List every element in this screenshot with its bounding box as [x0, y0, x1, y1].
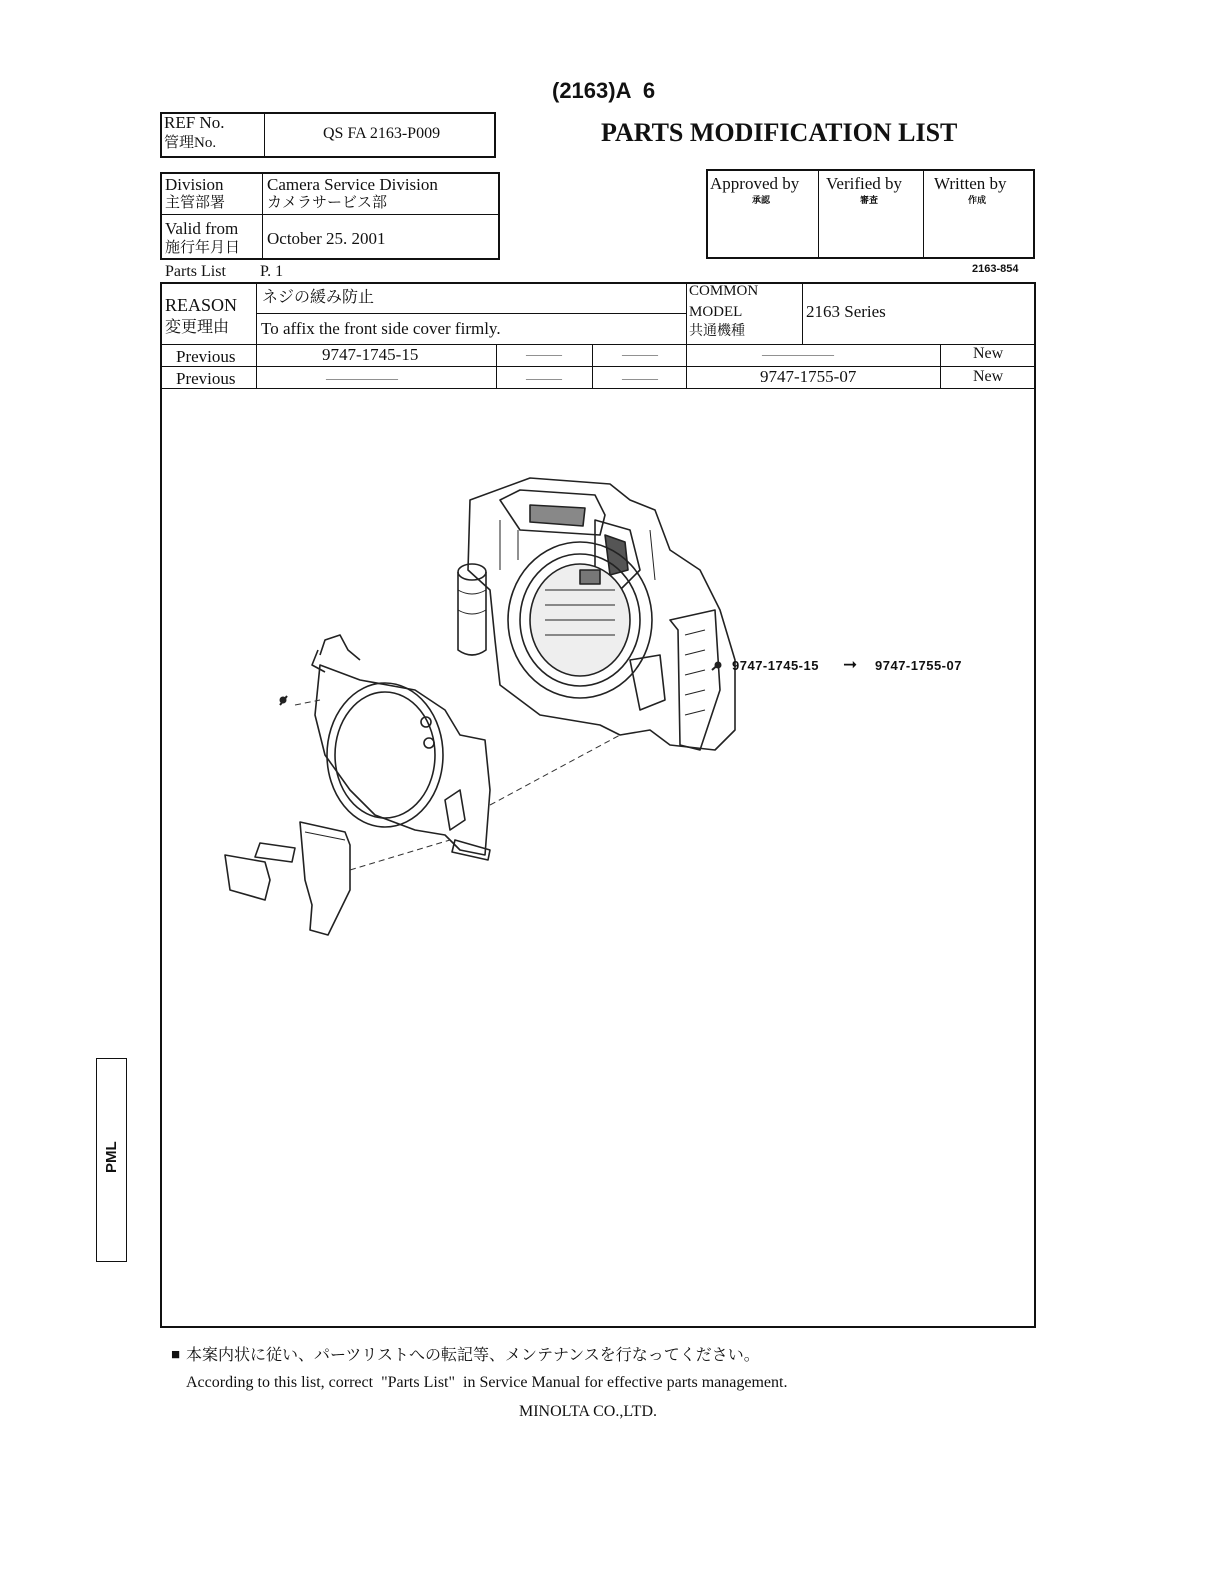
ref-label-jp: 管理No. [164, 135, 217, 151]
verified-by-jp: 審査 [860, 195, 879, 205]
footer-company: MINOLTA CO.,LTD. [519, 1403, 657, 1420]
division-value-jp: カメラサービス部 [267, 195, 388, 211]
division-label-en: Division [165, 175, 224, 194]
old-qty-dash: ——— [526, 371, 562, 385]
common-model-label-jp: 共通機種 [689, 324, 745, 339]
common-model-value: 2163 Series [806, 302, 886, 321]
valid-value: October 25. 2001 [267, 229, 386, 248]
ref-label-en: REF No. [164, 113, 225, 132]
reason-label-jp: 変更理由 [165, 319, 230, 336]
old-qty-dash: ——— [526, 347, 562, 361]
change-status: New [973, 368, 1004, 385]
valid-label-en: Valid from [165, 219, 239, 238]
document-code: (2163)A 6 [552, 78, 656, 103]
approved-by-jp: 承認 [752, 195, 771, 205]
common-model-label-2: MODEL [689, 304, 743, 320]
footer-bullet-icon: ■ [171, 1347, 181, 1363]
common-model-label-1: COMMON [689, 283, 759, 299]
ref-value: QS FA 2163-P009 [323, 125, 441, 142]
page-title: PARTS MODIFICATION LIST [601, 118, 958, 147]
division-label-jp: 主管部署 [165, 195, 226, 211]
approved-by-label: Approved by [710, 174, 800, 193]
old-note-dash: ——— [622, 347, 658, 361]
footer-note-en: According to this list, correct "Parts List" in Service Manual for effective parts management. [186, 1374, 788, 1391]
footer-note-jp: 本案内状に従い、パーツリストへの転記等、メンテナンスを行なってください。 [186, 1347, 760, 1364]
new-part-number: —————— [762, 347, 834, 361]
written-by-jp: 作成 [968, 195, 987, 205]
valid-label-jp: 施行年月日 [165, 240, 241, 256]
parts-list-code: 2163-854 [972, 263, 1019, 275]
callout-new-part: 9747-1755-07 [875, 658, 962, 673]
old-part-number: —————— [326, 371, 398, 385]
reason-label-en: REASON [165, 295, 238, 315]
change-row-label: Previous [176, 347, 236, 366]
callout-old-part: 9747-1745-15 [732, 658, 819, 673]
parts-list-page: P. 1 [260, 263, 284, 280]
old-part-number: 9747-1745-15 [322, 345, 419, 364]
exploded-view-drawing [200, 460, 1020, 960]
parts-list-label: Parts List [165, 263, 226, 280]
pml-side-tab-label: PML [103, 1141, 120, 1173]
reason-text-en: To affix the front side cover firmly. [261, 319, 501, 338]
division-value-en: Camera Service Division [267, 175, 438, 194]
change-row-label: Previous [176, 369, 236, 388]
verified-by-label: Verified by [826, 174, 903, 193]
new-part-number: 9747-1755-07 [760, 367, 857, 386]
written-by-label: Written by [934, 174, 1007, 193]
change-status: New [973, 345, 1004, 362]
callout-arrow-icon: ➞ [843, 655, 858, 674]
old-note-dash: ——— [622, 371, 658, 385]
reason-text-jp: ネジの緩み防止 [262, 289, 375, 306]
